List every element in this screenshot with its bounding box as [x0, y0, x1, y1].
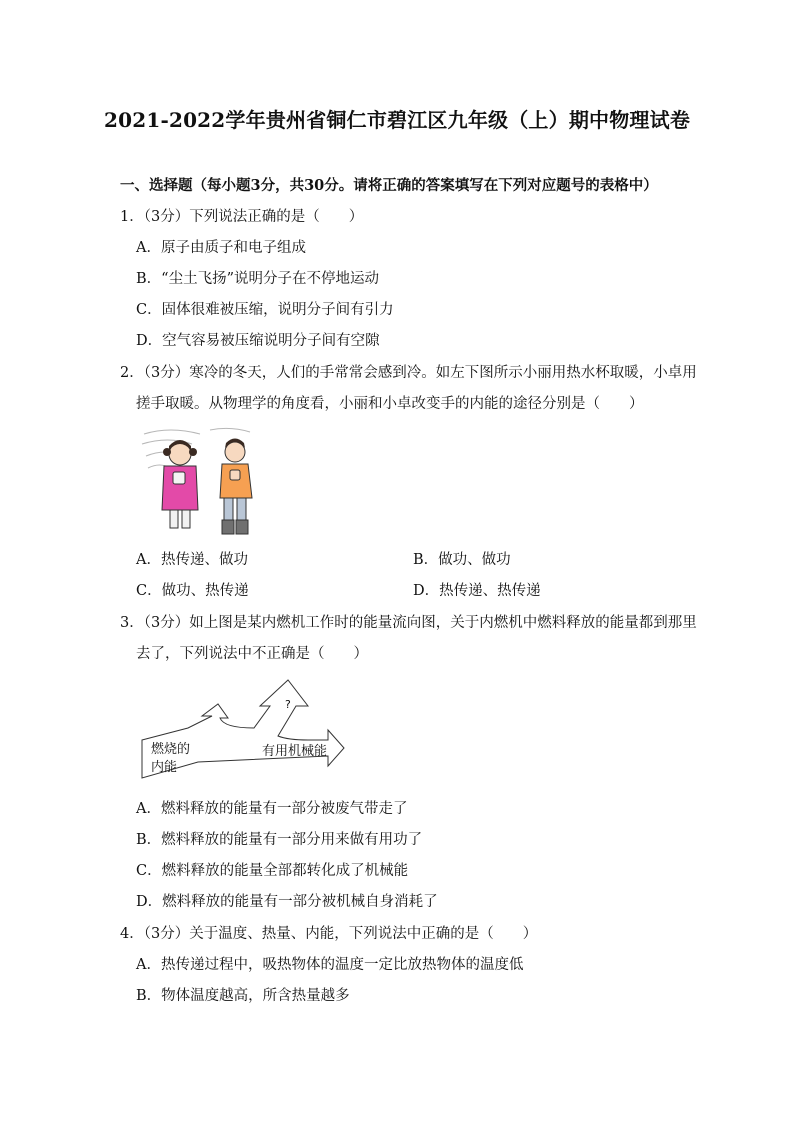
- question-1-option-a: A．原子由质子和电子组成: [136, 240, 306, 256]
- useful-mechanical-energy-label: 有用机械能: [262, 744, 328, 759]
- question-3-option-b: B．燃料释放的能量有一部分用来做有用功了: [136, 832, 423, 848]
- question-1-option-c: C．固体很难被压缩，说明分子间有引力: [136, 302, 394, 318]
- question-4-option-a: A．热传递过程中，吸热物体的温度一定比放热物体的温度低: [136, 957, 524, 973]
- energy-input-label-2: 内能: [151, 760, 178, 775]
- question-1-option-d: D．空气容易被压缩说明分子间有空隙: [136, 333, 380, 349]
- question-1-option-b: B．“尘土飞扬”说明分子在不停地运动: [136, 271, 379, 287]
- question-4-option-b: B．物体温度越高，所含热量越多: [136, 988, 350, 1004]
- question-3-option-a: A．燃料释放的能量有一部分被废气带走了: [136, 801, 408, 817]
- question-2-option-c: C．做功、热传递: [136, 583, 249, 599]
- energy-input-label: 燃烧的: [151, 742, 191, 757]
- question-2-option-d: D．热传递、热传递: [413, 583, 541, 599]
- children-warming-hands-illustration: [140, 426, 270, 538]
- question-2-stem-continued: 搓手取暖。从物理学的角度看，小丽和小卓改变手的内能的途径分别是（ ）: [136, 396, 644, 412]
- question-3-stem: 3．（3分）如上图是某内燃机工作时的能量流向图，关于内燃机中燃料释放的能量都到那里: [120, 615, 697, 631]
- question-2-option-a: A．热传递、做功: [136, 552, 248, 568]
- question-2-option-b: B．做功、做功: [413, 552, 511, 568]
- section-heading: 一、选择题（每小题3分，共30分。请将正确的答案填写在下列对应题号的表格中）: [120, 177, 658, 194]
- question-4-stem: 4．（3分）关于温度、热量、内能，下列说法中正确的是（ ）: [120, 926, 538, 942]
- unknown-branch-label: ?: [285, 698, 291, 711]
- question-2-stem: 2．（3分）寒冷的冬天，人们的手常常会感到冷。如左下图所示小丽用热水杯取暖，小卓用: [120, 365, 697, 381]
- exam-title: 2021-2022学年贵州省铜仁市碧江区九年级（上）期中物理试卷: [103, 108, 691, 132]
- question-3-option-d: D．燃料释放的能量有一部分被机械自身消耗了: [136, 894, 438, 910]
- energy-flow-diagram: [138, 676, 358, 782]
- question-1-stem: 1．（3分）下列说法正确的是（ ）: [120, 209, 364, 225]
- question-3-stem-continued: 去了，下列说法中不正确是（ ）: [136, 646, 368, 662]
- question-3-option-c: C．燃料释放的能量全部都转化成了机械能: [136, 863, 409, 879]
